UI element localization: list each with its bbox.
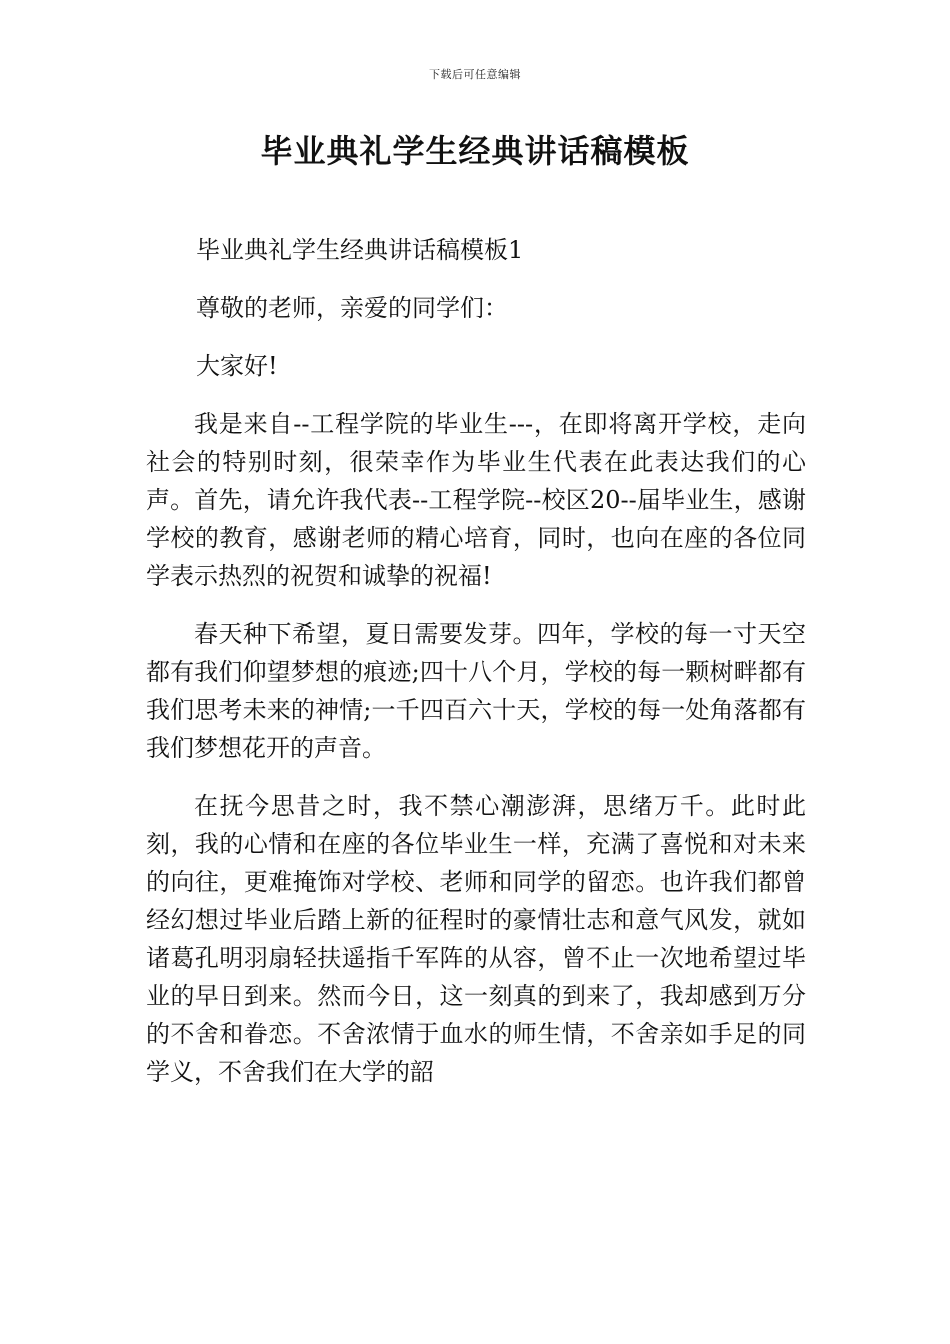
body-paragraph: 在抚今思昔之时，我不禁心潮澎湃，思绪万千。此时此刻，我的心情和在座的各位毕业生一样，充满了喜悦和对未来的向往，更难掩饰对学校、老师和同学的留恋。也许我们都曾经幻想过毕业后踏上新的征程时的豪情壮志和意气风发，就如诸葛孔明羽扇轻扶遥指千军阵的从容，曾不止一次地希望过毕业的早日到来。然而今日，这一刻真的到来了，我却感到万分的不舍和眷恋。不舍浓情于血水的师生情，不舍亲如手足的同学义，不舍我们在大学的韶 [146,792,806,1086]
body-paragraph: 春天种下希望，夏日需要发芽。四年，学校的每一寸天空都有我们仰望梦想的痕迹;四十八个月，学校的每一颗树畔都有我们思考未来的神情;一千四百六十天，学校的每一处角落都有我们梦想花开的声音。 [146,620,806,762]
header-note: 下载后可任意编辑 [429,68,521,81]
section-heading: 毕业典礼学生经典讲话稿模板1 [196,236,524,264]
greeting: 大家好! [196,352,278,380]
body-paragraph: 我是来自--工程学院的毕业生---，在即将离开学校，走向社会的特别时刻，很荣幸作为毕业生代表在此表达我们的心声。首先，请允许我代表--工程学院--校区20--届毕业生，感谢学校的教育，感谢老师的精心培育，同时，也向在座的各位同学表示热烈的祝贺和诚挚的祝福! [146,410,806,590]
document-body [146,231,806,1111]
salutation: 尊敬的老师，亲爱的同学们： [196,294,508,322]
document-title: 毕业典礼学生经典讲话稿模板 [260,132,690,170]
